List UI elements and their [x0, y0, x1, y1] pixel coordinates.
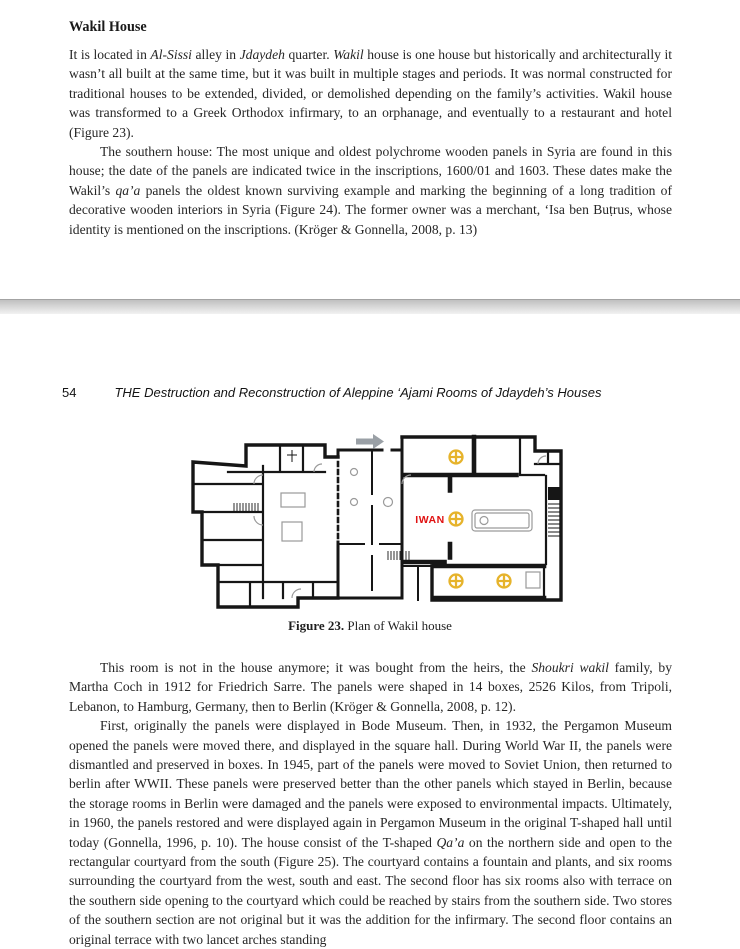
paragraph: First, originally the panels were displayed in Bode Museum. Then, in 1932, the Pergamon Museum opened the panels were moved there, and displayed in the square hall. During World War II, the panels were dismantled and preserved in boxes. In 1945, part of the panels were moved to Soviet Union, then returned to berlin after WWII. These panels were preserved better than the other panels which stayed in Berlin, because the storage rooms in Berlin were damaged and the panels were exposed to environmental impacts. Ultimately, in 1960, the panels restored and were displayed again in Pergamon Museum in the original T-shaped hall until today (Gonnella, 1996, p. 10). The house consist of the T-shaped Qa’a on the northern side and open to the rectangular courtyard from the south (Figure 25). The courtyard contains a fountain and plants, and six rooms surrounding the courtyard from the west, south and east. The second floor has six rooms also with terrace on the southern side opening to the courtyard which could be reached by stairs from the southern side. Two stores of the southern section are not original but it was the addition for the infirmary. The second floor contains an original terrace with two lancet arches standing	[69, 718, 672, 947]
running-header-title: THE Destruction and Reconstruction of Aleppine ‘Ajami Rooms of Jdaydeh’s Houses	[114, 385, 602, 400]
figure-caption-text: Plan of Wakil house	[344, 618, 452, 633]
wall-pier	[548, 487, 560, 500]
paragraph: The southern house: The most unique and oldest polychrome wooden panels in Syria are found in this house; the date of the panels are indicated twice in the inscriptions, 1600/01 and 1603. These dates make the Wakil’s qa’a panels the oldest known surviving example and marking the beginning of a long tradition of decorative wooden interiors in Syria (Figure 24). The former owner was a merchant, ‘Isa ben Buṭrus, whose identity is mentioned on the inscriptions. (Kröger & Gonnella, 2008, p. 13)	[69, 144, 672, 237]
panel-marker-icon	[450, 451, 463, 464]
figure-caption	[0, 618, 740, 634]
paragraph: This room is not in the house anymore; it was bought from the heirs, the Shoukri wakil family, by Martha Coch in 1912 for Friedrich Sarre. The panels were shaped in 14 boxes, 2526 Kilos, from Tripoli, Lebanon, to Hamburg, Germany, then to Berlin (Kröger & Gonnella, 2008, p. 12).	[69, 660, 672, 714]
figure-caption-label: Figure 23.	[288, 618, 345, 633]
running-header	[62, 385, 602, 400]
direction-arrow-icon	[356, 434, 384, 449]
panel-marker-icon	[450, 575, 463, 588]
iwan-label: IWAN	[415, 514, 445, 526]
page-1	[69, 17, 672, 239]
panel-marker-icon	[450, 513, 463, 526]
section-heading: Wakil House	[69, 19, 147, 35]
figure-23-plan	[188, 424, 568, 616]
page-number: 54	[62, 385, 77, 400]
paragraph: It is located in Al-Sissi alley in Jdaydeh quarter. Wakil house is one house but historically and architecturally it wasn’t all built at the same time, but it was built in multiple stages and periods. It was normal constructed for traditional houses to be extended, divided, or demolished depending on the family’s activities. Wakil house was transformed to a Greek Orthodox infirmary, to an orphanage, and eventually to a restaurant and hotel (Figure 23).	[69, 47, 673, 140]
page-separator	[0, 299, 740, 314]
page-2	[69, 658, 672, 949]
panel-marker-icon	[498, 575, 511, 588]
